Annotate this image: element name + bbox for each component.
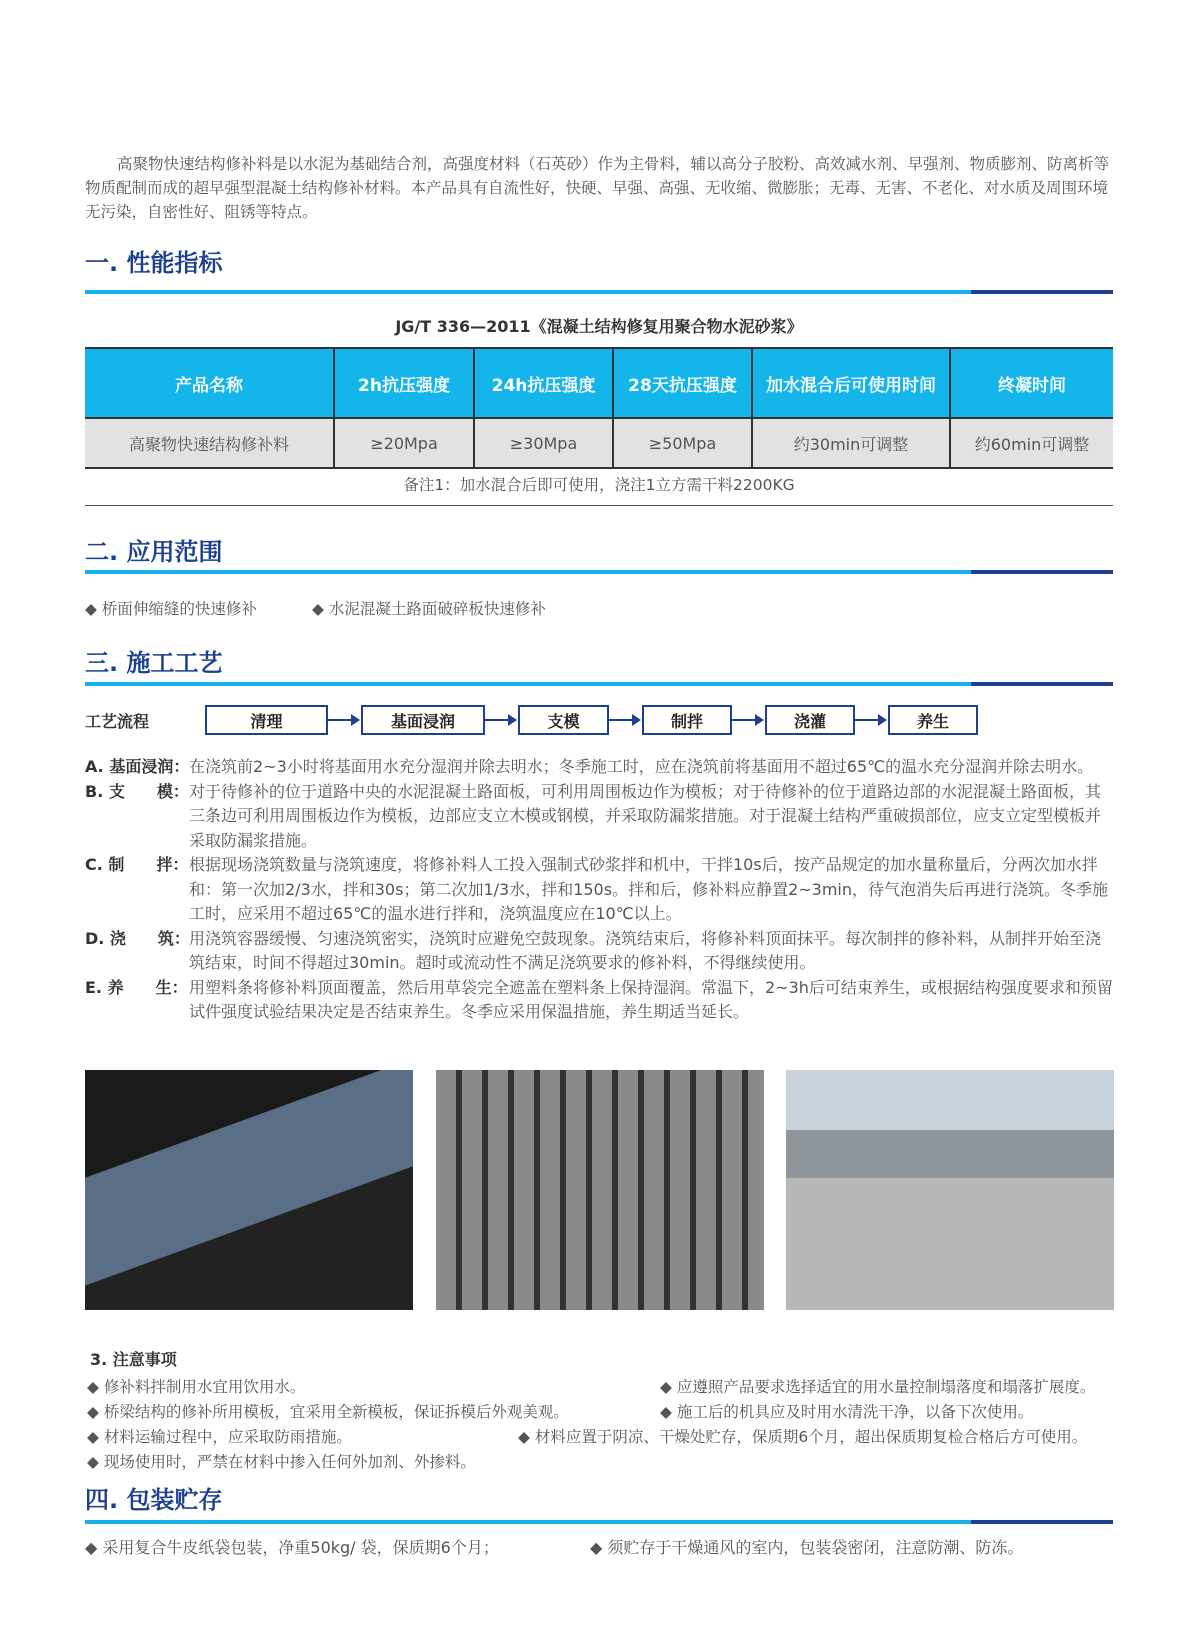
table-header-row: [85, 348, 1113, 418]
table-header: 终凝时间: [950, 348, 1113, 418]
step-text: 在浇筑前2~3小时将基面用水充分湿润并除去明水；冬季施工时，应在浇筑前将基面用不超过65℃的温水充分湿润并除去明水。: [189, 757, 1094, 776]
process-step: [85, 976, 1115, 1025]
step-text: 用浇筑容器缓慢、匀速浇筑密实，浇筑时应避免空鼓现象。浇筑结束后，将修补料顶面抹平。每次制拌的修补料，从制拌开始至浇筑结束，时间不得超过30min。超时或流动性不满足浇筑要求的修补料，不得继续使用。: [189, 928, 1102, 972]
section-title-construction: 三. 施工工艺: [85, 649, 223, 677]
flow-step: 基面浸润: [361, 705, 485, 735]
arrow-right-icon: [732, 719, 762, 721]
note-item: ◆ 材料应置于阴凉、干燥处贮存，保质期6个月，超出保质期复检合格后方可使用。: [518, 1428, 1088, 1446]
step-label: A. 基面浸润：: [85, 757, 190, 776]
note-item: ◆ 应遵照产品要求选择适宜的用水量控制塌落度和塌落扩展度。: [660, 1378, 1096, 1396]
workers-pouring-photo: [786, 1070, 1114, 1310]
flow-step: 清理: [205, 705, 328, 735]
table-cell: ≥50Mpa: [613, 418, 752, 468]
process-step: [85, 755, 1115, 780]
intro-paragraph: 高聚物快速结构修补料是以水泥为基础结合剂，高强度材料（石英砂）作为主骨料，辅以高分子胶粉、高效减水剂、早强剂、物质膨剂、防离析等物质配制而成的超早强型混凝土结构修补材料。本产品具有自流性好，快硬、早强、高强、无收缩、微膨胀；无毒、无害、不老化、对水质及周围环境无污染，自密性好、阻锈等特点。: [85, 155, 1110, 221]
table-cell: ≥30Mpa: [474, 418, 613, 468]
section-divider: [85, 1520, 1113, 1524]
step-label: D. 浇 筑：: [85, 928, 190, 948]
flow-step: 养生: [888, 705, 978, 735]
note-item: ◆ 现场使用时，严禁在材料中掺入任何外加剂、外掺料。: [87, 1453, 476, 1471]
table-header: 加水混合后可使用时间: [752, 348, 950, 418]
table-cell: 约60min可调整: [950, 418, 1113, 468]
table-note: 备注1：加水混合后即可使用，浇注1立方需干料2200KG: [403, 476, 795, 494]
table-header: 产品名称: [85, 348, 334, 418]
application-item: ◆ 桥面伸缩缝的快速修补: [85, 600, 257, 618]
application-item: ◆ 水泥混凝土路面破碎板快速修补: [312, 600, 546, 618]
note-item: ◆ 施工后的机具应及时用水清洗干净，以备下次使用。: [660, 1403, 1034, 1421]
process-step: [85, 853, 1115, 927]
packaging-item: ◆ 须贮存于干燥通风的室内，包装袋密闭，注意防潮、防冻。: [590, 1538, 1024, 1557]
packaging-item: ◆ 采用复合牛皮纸袋包装，净重50kg/ 袋，保质期6个月；: [85, 1538, 499, 1557]
arrow-right-icon: [609, 719, 639, 721]
step-text: 根据现场浇筑数量与浇筑速度，将修补料人工投入强制式砂浆拌和机中，干拌10s后，按产品规定的加水量称量后，分两次加水拌和：第一次加2/3水，拌和30s；第二次加1/3水，拌和150s。拌和后，修补料应静置2~3min，待气泡消失后再进行浇筑。冬季施工时，应采用不超过65℃的温水进行拌和，浇筑温度应在10℃以上。: [189, 855, 1109, 923]
process-step: [85, 780, 1115, 854]
table-header: 28天抗压强度: [613, 348, 752, 418]
table-cell: ≥20Mpa: [334, 418, 474, 468]
notes-title: 3. 注意事项: [90, 1350, 177, 1369]
process-step: [85, 927, 1115, 976]
step-label: C. 制 拌：: [85, 855, 189, 874]
section-title-application: 二. 应用范围: [85, 538, 223, 566]
note-item: ◆ 材料运输过程中，应采取防雨措施。: [87, 1428, 352, 1446]
step-text: 用塑料条将修补料顶面覆盖，然后用草袋完全遮盖在塑料条上保持湿润。常温下，2~3h后可结束养生，或根据结构强度要求和预留试件强度试验结果决定是否结束养生。冬季应采用保温措施，养生期适当延长。: [189, 977, 1113, 1021]
step-label: B. 支 模：: [85, 781, 189, 801]
flow-label: 工艺流程: [85, 712, 150, 731]
section-title-performance: 一. 性能指标: [85, 249, 223, 277]
section-divider: [85, 682, 1113, 686]
flow-step: 支模: [518, 705, 609, 735]
section-divider: [85, 290, 1113, 294]
divider: [85, 505, 1113, 506]
table-header: 24h抗压强度: [474, 348, 613, 418]
arrow-right-icon: [855, 719, 885, 721]
arrow-right-icon: [485, 719, 515, 721]
performance-table: [85, 347, 1113, 469]
note-item: ◆ 修补料拌制用水宜用饮用水。: [87, 1378, 306, 1396]
note-item: ◆ 桥梁结构的修补所用模板，宜采用全新模板，保证拆模后外观美观。: [87, 1403, 569, 1421]
table-cell: 高聚物快速结构修补料: [85, 418, 334, 468]
expansion-joint-render-image: [85, 1070, 413, 1310]
section-divider: [85, 570, 1113, 574]
flow-step: 浇灌: [765, 705, 855, 735]
flow-step: 制拌: [642, 705, 732, 735]
table-title: JG/T 336—2011《混凝土结构修复用聚合物水泥砂浆》: [395, 317, 803, 336]
table-header: 2h抗压强度: [334, 348, 474, 418]
table-row: [85, 418, 1113, 468]
section-title-packaging: 四. 包装贮存: [85, 1486, 223, 1514]
arrow-right-icon: [328, 719, 358, 721]
process-steps: [85, 755, 1115, 1025]
table-cell: 约30min可调整: [752, 418, 950, 468]
rebar-joint-photo: [436, 1070, 764, 1310]
step-label: E. 养 生：: [85, 977, 188, 997]
step-text: 对于待修补的位于道路中央的水泥混凝土路面板，可利用周围板边作为模板；对于待修补的位于道路边部的水泥混凝土路面板，其三条边可利用周围板边作为模板，边部应支立木模或钢模，并采取防漏浆措施。对于混凝土结构严重破损部位，应支立定型模板并采取防漏浆措施。: [189, 781, 1102, 850]
